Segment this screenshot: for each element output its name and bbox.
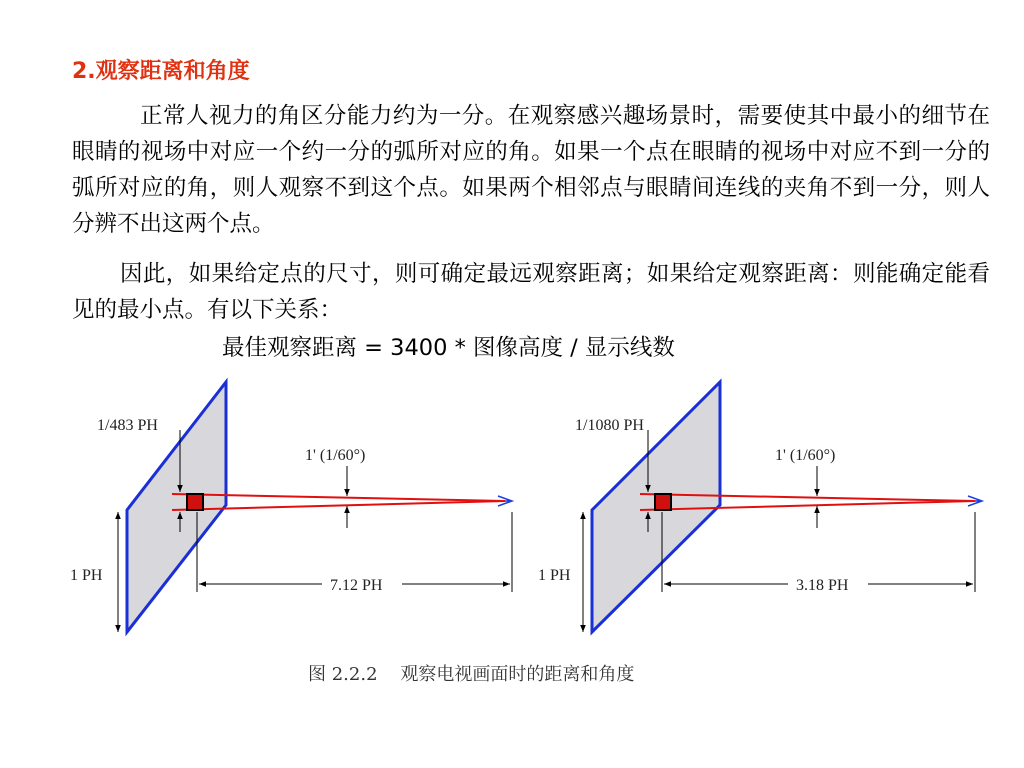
- angle-label-right: 1' (1/60°): [775, 447, 836, 464]
- pixel-square-left: [187, 494, 203, 510]
- angle-label-left: 1' (1/60°): [305, 447, 366, 464]
- pixel-square-right: [655, 494, 671, 510]
- paragraph-viewing-distance: 因此，如果给定点的尺寸，则可确定最远观察距离；如果给定观察距离：则能确定能看见的最小点。有以下关系：: [72, 261, 990, 323]
- height-label-left: 1 PH: [70, 567, 103, 584]
- pixel-size-label-right: 1/1080 PH: [575, 417, 644, 434]
- pixel-size-label-left: 1/483 PH: [97, 417, 158, 434]
- height-label-right: 1 PH: [538, 567, 571, 584]
- distance-label-left: 7.12 PH: [330, 577, 383, 594]
- paragraph-visual-acuity: 正常人视力的角区分能力约为一分。在观察感兴趣场景时，需要使其中最小的细节在眼睛的视场中对应一个约一分的弧所对应的角。如果一个点在眼睛的视场中对应不到一分的弧所对应的角，则人观察不到这个点。如果两个相邻点与眼睛间连线的夹角不到一分，则人分辨不出这两个点。: [72, 103, 990, 237]
- diagram-left: [70, 382, 512, 632]
- section-heading: 2.观察距离和角度: [72, 59, 250, 84]
- figure-caption: 图 2.2.2 观察电视画面时的距离和角度: [308, 664, 635, 685]
- diagram-right: [538, 382, 982, 632]
- distance-label-right: 3.18 PH: [796, 577, 849, 594]
- formula-viewing-distance: 最佳观察距离 = 3400 * 图像高度 / 显示线数: [222, 335, 675, 361]
